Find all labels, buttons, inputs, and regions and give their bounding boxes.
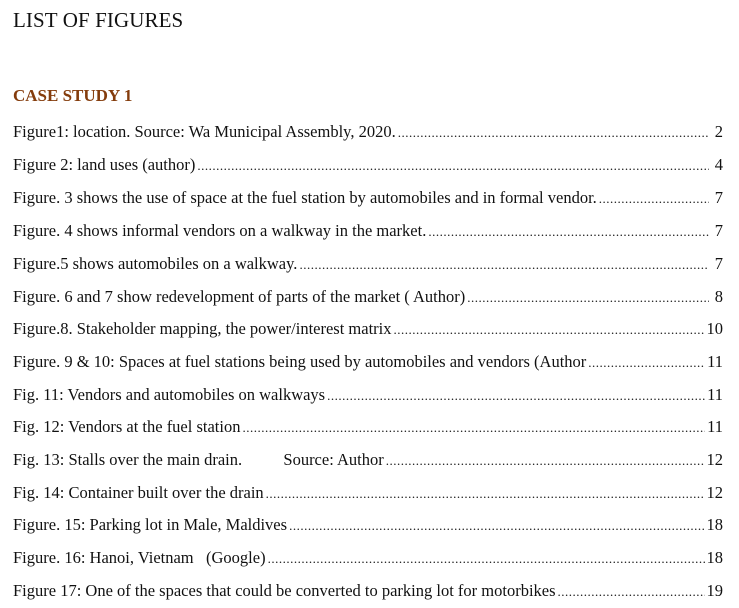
toc-entry[interactable] [13, 350, 723, 374]
entry-page-number: 4 [714, 155, 723, 174]
dot-leader [394, 318, 705, 342]
toc-entry[interactable] [13, 120, 723, 144]
dot-leader [599, 187, 709, 211]
toc-entry[interactable] [13, 252, 723, 276]
dot-leader [266, 482, 705, 506]
toc-entry[interactable] [13, 481, 723, 505]
entry-text: Figure. 4 shows informal vendors on a walkway in the market. [13, 221, 427, 240]
entry-text: Fig. 12: Vendors at the fuel station [13, 417, 241, 436]
toc-entry[interactable] [13, 513, 723, 537]
dot-leader [289, 514, 704, 538]
section-heading: CASE STUDY 1 [13, 86, 133, 105]
entry-page-number: 8 [714, 287, 723, 306]
dot-leader [428, 220, 709, 244]
dot-leader [299, 253, 709, 277]
entry-page-number: 18 [706, 548, 723, 567]
entry-text: Figure 2: land uses (author) [13, 155, 196, 174]
entry-text: Figure.5 shows automobiles on a walkway. [13, 254, 298, 273]
entry-text: Fig. 13: Stalls over the main drain. Source: Author [13, 450, 384, 469]
dot-leader [588, 351, 705, 375]
dot-leader [268, 547, 705, 571]
toc-entry[interactable] [13, 579, 723, 603]
entry-page-number: 11 [707, 417, 723, 436]
entry-text: Figure. 6 and 7 show redevelopment of parts of the market ( Author) [13, 287, 466, 306]
toc-entry[interactable] [13, 317, 723, 341]
entry-text: Figure. 15: Parking lot in Male, Maldives [13, 515, 288, 534]
entry-text: Figure. 16: Hanoi, Vietnam (Google) [13, 548, 266, 567]
page-title: LIST OF FIGURES [13, 8, 184, 32]
toc-entry[interactable] [13, 546, 723, 570]
entry-page-number: 12 [706, 483, 723, 502]
entry-text: Fig. 14: Container built over the drain [13, 483, 264, 502]
entry-page-number: 10 [706, 319, 723, 338]
toc-entry[interactable] [13, 153, 723, 177]
entry-page-number: 19 [706, 581, 723, 600]
toc-entry[interactable] [13, 448, 723, 472]
entry-text: Figure.8. Stakeholder mapping, the power/interest matrix [13, 319, 392, 338]
toc-entry[interactable] [13, 186, 723, 210]
toc-entry[interactable] [13, 383, 723, 407]
dot-leader [467, 286, 709, 310]
entry-page-number: 7 [714, 221, 723, 240]
entry-text: Figure. 3 shows the use of space at the fuel station by automobiles and in formal vendor. [13, 188, 597, 207]
entry-page-number: 12 [706, 450, 723, 469]
dot-leader [398, 121, 709, 145]
entry-page-number: 11 [707, 352, 723, 371]
toc-entry[interactable] [13, 415, 723, 439]
toc-entry[interactable] [13, 219, 723, 243]
dot-leader [327, 384, 705, 408]
entry-text: Figure. 9 & 10: Spaces at fuel stations being used by automobiles and vendors (Author [13, 352, 587, 371]
entry-text: Figure1: location. Source: Wa Municipal Assembly, 2020. [13, 122, 396, 141]
entry-text: Figure 17: One of the spaces that could be converted to parking lot for motorbikes [13, 581, 556, 600]
dot-leader [558, 580, 705, 604]
entry-page-number: 7 [714, 254, 723, 273]
dot-leader [386, 449, 705, 473]
toc-entry[interactable] [13, 285, 723, 309]
entry-page-number: 18 [706, 515, 723, 534]
entry-text: Fig. 11: Vendors and automobiles on walkways [13, 385, 326, 404]
dot-leader [242, 416, 705, 440]
entry-page-number: 7 [714, 188, 723, 207]
entry-page-number: 2 [714, 122, 723, 141]
entry-page-number: 11 [707, 385, 723, 404]
dot-leader [197, 154, 709, 178]
